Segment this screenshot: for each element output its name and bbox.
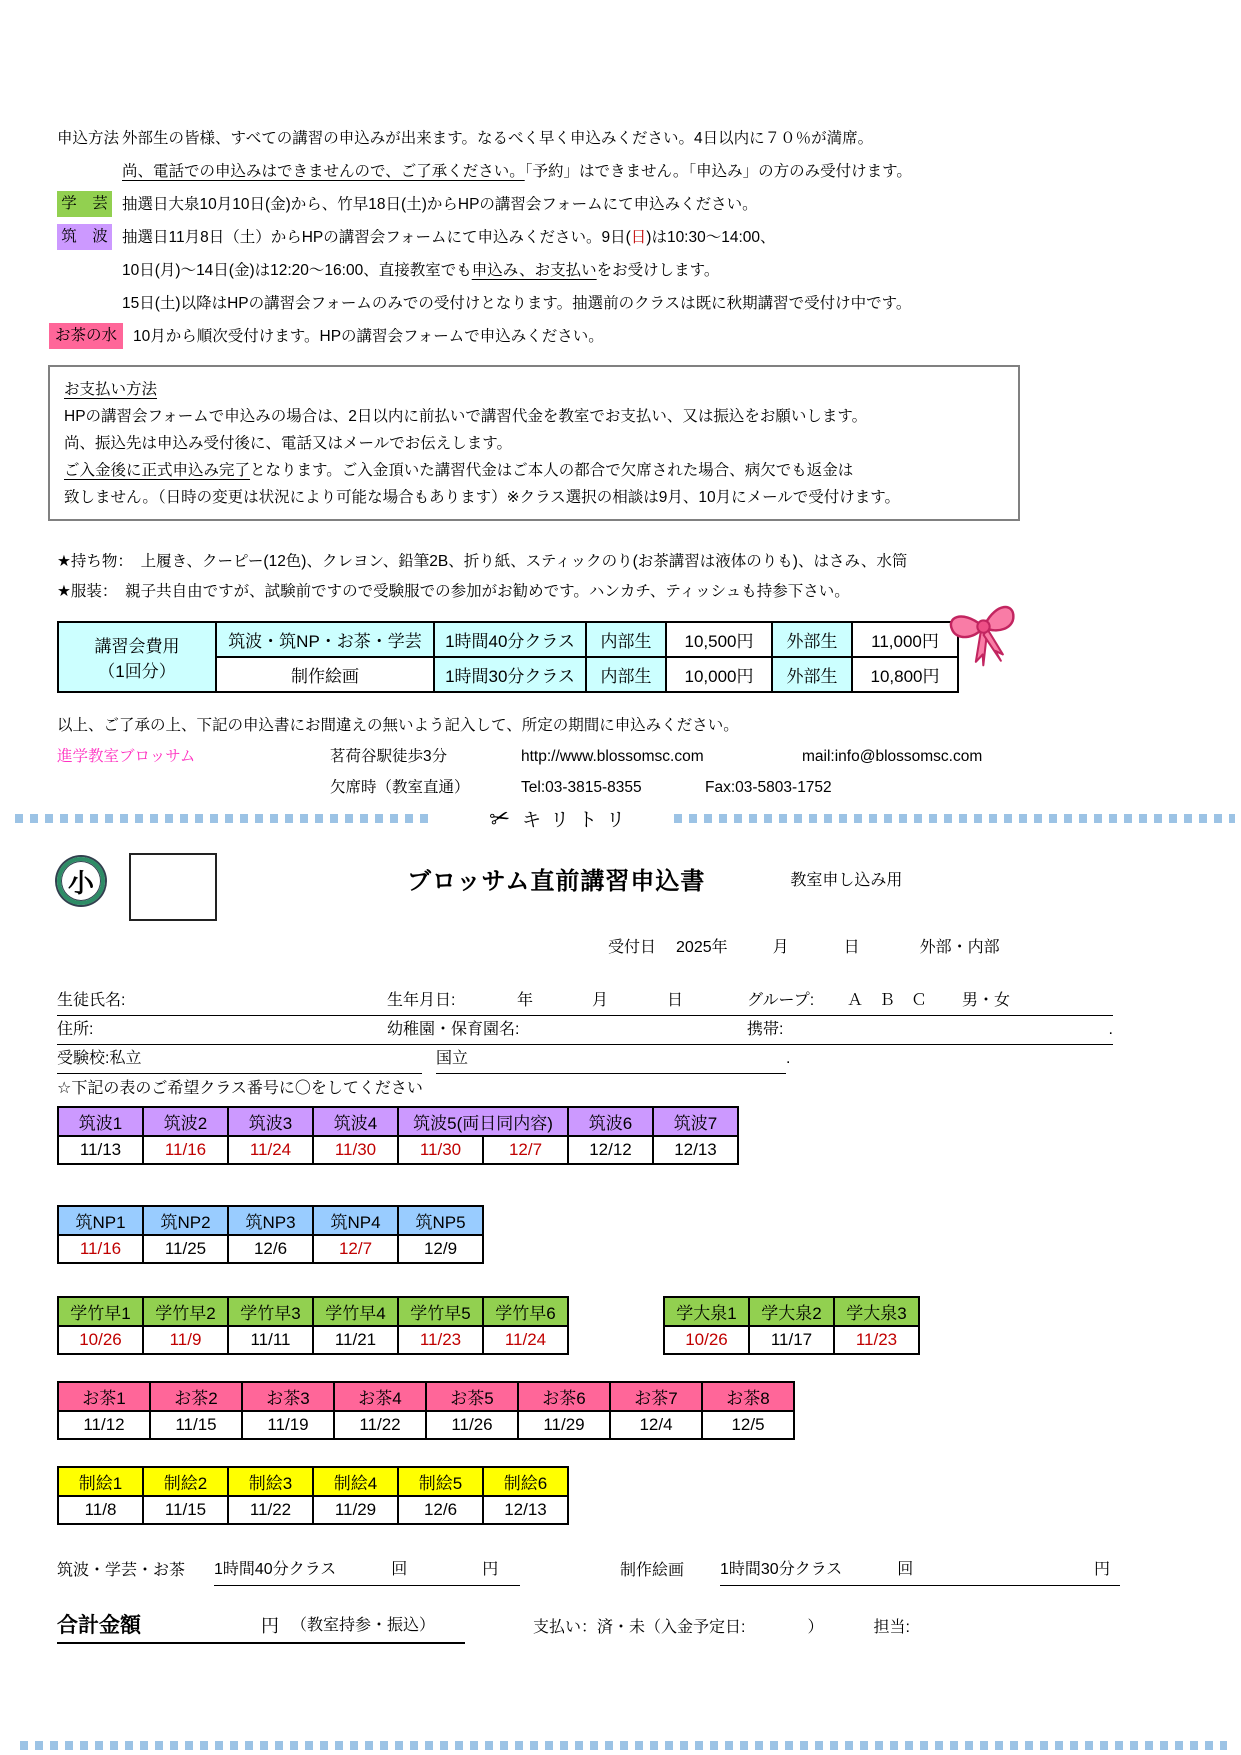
class-date-cell[interactable]: 11/22 <box>228 1496 313 1524</box>
class-date-cell[interactable]: 11/23 <box>398 1326 483 1354</box>
tsukuba-text-post: )は10:30～14:00、 <box>646 229 776 246</box>
class-date-cell[interactable]: 12/4 <box>610 1411 702 1439</box>
student-name-label: 生徒氏名: <box>57 992 126 1009</box>
form-title: ブロッサム直前講習申込書 <box>407 868 706 895</box>
class-header-cell[interactable]: 制絵5 <box>398 1467 483 1496</box>
class-header-cell[interactable]: 学大泉2 <box>749 1297 834 1326</box>
fee-course-cell: 制作絵画 <box>216 657 434 692</box>
class-date-cell[interactable]: 11/29 <box>518 1411 610 1439</box>
class-header-cell[interactable]: お茶8 <box>702 1382 794 1411</box>
school-mail-link[interactable]: mail:info@blossomsc.com <box>802 748 983 765</box>
class-header-cell[interactable]: 制絵2 <box>143 1467 228 1496</box>
tsukuba-row-1 <box>57 221 1221 254</box>
reception-month-label[interactable]: 月 <box>772 939 789 956</box>
class-header-cell[interactable]: 学竹早5 <box>398 1297 483 1326</box>
class-header-cell[interactable]: 筑波6 <box>568 1107 653 1136</box>
birth-year-label: 年 <box>517 992 534 1009</box>
cut-line-label: キリトリ <box>522 809 635 831</box>
fee-external-amount: 11,000円 <box>852 622 958 657</box>
fee-external-amount: 10,800円 <box>852 657 958 692</box>
gakugei-text: 抽選日大泉10月10日(金)から、竹早18日(土)からHPの講習会フォームにて申込みください。 <box>122 196 758 213</box>
grand-total-row <box>57 1610 1221 1644</box>
school-name: 進学教室ブロッサム <box>57 748 196 765</box>
class-header-cell[interactable]: 学竹早1 <box>58 1297 143 1326</box>
fee-time-cell: 1時間40分クラス <box>434 622 586 657</box>
tsukuba-row2-underlined: 申込み、お支払い <box>471 262 597 279</box>
payment-line-2: 尚、振込先は申込み受付後に、電話又はメールでお伝えします。 <box>64 435 512 452</box>
class-date-cell[interactable]: 11/30 <box>398 1136 483 1164</box>
tsukuba-row2-pre: 10日(月)～14日(金)は12:20～16:00、直接教室でも <box>122 262 472 279</box>
gakugei-oizumi-class-table <box>663 1296 920 1355</box>
cut-line <box>15 803 1235 833</box>
fee-internal-amount: 10,500円 <box>666 622 772 657</box>
tsukuba-class-table <box>57 1106 1221 1165</box>
row-end-period: . <box>1108 1021 1113 1038</box>
class-header-cell[interactable]: 学竹早2 <box>143 1297 228 1326</box>
class-date-cell[interactable]: 11/16 <box>143 1136 228 1164</box>
class-date-cell[interactable]: 12/6 <box>398 1496 483 1524</box>
birth-day-label: 日 <box>667 992 684 1009</box>
class-header-cell[interactable]: 筑NP3 <box>228 1206 313 1235</box>
class-date-cell[interactable]: 11/23 <box>834 1326 919 1354</box>
birth-month-label: 月 <box>592 992 609 1009</box>
dress-note: ★服装： 親子共自由ですが、試験前ですので受験服での参加がお勧めです。ハンカチ、ティッシュも持参下さい。 <box>57 583 850 600</box>
payment-line-4: 致しません。（日時の変更は状況により可能な場合もあります）※クラス選択の相談は9月、10月にメールで受付けます。 <box>64 489 901 506</box>
fee-time-cell: 1時間30分クラス <box>434 657 586 692</box>
payment-title: お支払い方法 <box>64 381 158 398</box>
reception-row <box>608 935 1221 961</box>
group-label: グループ: <box>747 992 815 1009</box>
confirm-note: 以上、ご了承の上、下記の申込書にお間違えの無いよう記入して、所定の期間に申込みください。 <box>57 717 739 734</box>
gakugei-tag: 学 芸 <box>57 191 112 217</box>
class-date-cell[interactable]: 12/7 <box>483 1136 568 1164</box>
school-absence-label: 欠席時（教室直通） <box>330 779 470 796</box>
tsukunp-class-table <box>57 1205 1221 1264</box>
class-header-cell[interactable]: 筑波7 <box>653 1107 738 1136</box>
staff-label: 担当: <box>873 1619 910 1636</box>
class-date-cell[interactable]: 12/12 <box>568 1136 653 1164</box>
student-name-row[interactable] <box>57 987 1113 1016</box>
ochanomizu-text: 10月から順次受付けます。HPの講習会フォームで申込みください。 <box>133 328 604 345</box>
class-header-cell[interactable]: 筑NP1 <box>58 1206 143 1235</box>
class-date-cell[interactable]: 12/13 <box>653 1136 738 1164</box>
address-row[interactable] <box>57 1016 1113 1045</box>
class-date-cell[interactable]: 11/9 <box>143 1326 228 1354</box>
apply-line-2 <box>57 155 1221 188</box>
tsukuba-tag: 筑 波 <box>57 224 112 250</box>
class-header-cell[interactable]: 制絵3 <box>228 1467 313 1496</box>
fee-title-cell: 講習会費用 （1回分） <box>58 622 216 692</box>
reception-year: 2025年 <box>676 939 728 956</box>
class-date-cell[interactable]: 11/17 <box>749 1326 834 1354</box>
scissors-icon: ✂ <box>486 802 514 834</box>
fee-internal-amount: 10,000円 <box>666 657 772 692</box>
ochanomizu-tag: お茶の水 <box>49 323 123 349</box>
fee-internal-label: 内部生 <box>586 622 666 657</box>
cut-dashes-right <box>674 814 1235 823</box>
class-header-cell[interactable]: 筑波2 <box>143 1107 228 1136</box>
school-fax: Fax:03-5803-1752 <box>705 779 832 796</box>
fee-row-1 <box>58 622 958 657</box>
class-date-cell[interactable]: 11/8 <box>58 1496 143 1524</box>
gakugei-takehaya-class-table <box>57 1296 569 1355</box>
payment-status-options[interactable]: 支払い：済・未（入金予定日: ） <box>533 1619 824 1636</box>
class-date-cell[interactable]: 11/19 <box>242 1411 334 1439</box>
t40-count-label: 回 <box>391 1561 408 1578</box>
t30-count-label: 回 <box>897 1561 914 1578</box>
exam-private-field[interactable]: 受験校:私立 <box>57 1045 422 1074</box>
payment-delivery-options[interactable]: （教室持参・振込） <box>291 1617 436 1634</box>
class-date-cell[interactable]: 10/26 <box>664 1326 749 1354</box>
class-header-cell[interactable]: お茶2 <box>150 1382 242 1411</box>
payment-line-3: ご入金後に正式申込み完了となります。ご入金頂いた講習代金はご本人の都合で欠席された場合、病欠でも返金は <box>64 462 854 479</box>
class-date-cell[interactable]: 11/15 <box>150 1411 242 1439</box>
apply-line-2-underlined: 尚、電話での申込みはできませんので、ご了承ください。 <box>122 163 525 180</box>
ochanomizu-row <box>54 320 1221 353</box>
school-contact-row-1 <box>57 741 1221 772</box>
grand-total-field[interactable] <box>57 1610 465 1644</box>
t30-course-label: 制作絵画 <box>620 1562 685 1579</box>
birthdate-label: 生年月日: <box>387 992 456 1009</box>
school-tel: Tel:03-3815-8355 <box>521 779 642 796</box>
t40-course-label: 筑波・学芸・お茶 <box>57 1562 186 1579</box>
class-header-cell[interactable]: 筑波1 <box>58 1107 143 1136</box>
grade-entry-box[interactable] <box>129 853 217 921</box>
form-header <box>57 853 1221 925</box>
class-header-cell[interactable]: 学竹早3 <box>228 1297 313 1326</box>
apply-line-1 <box>57 122 1221 155</box>
reception-date-label: 受付日 <box>608 939 657 956</box>
class-date-cell[interactable]: 12/5 <box>702 1411 794 1439</box>
class-header-cell[interactable]: 筑NP5 <box>398 1206 483 1235</box>
gender-options[interactable]: 男・女 <box>962 992 1011 1009</box>
tsukuba-text-pre: 抽選日11月8日（土）からHPの講習会フォームにて申込みください。9日( <box>122 229 631 246</box>
cut-dashes-left <box>15 814 435 823</box>
class-header-cell[interactable]: お茶4 <box>334 1382 426 1411</box>
class-date-cell[interactable]: 11/26 <box>426 1411 518 1439</box>
class-date-cell[interactable]: 11/30 <box>313 1136 398 1164</box>
class-header-cell[interactable]: 筑NP2 <box>143 1206 228 1235</box>
tsukuba-row-3: 15日(土)以降はHPの講習会フォームのみでの受付けとなります。抽選前のクラスは既に秋期講習で受付け中です。 <box>122 295 912 312</box>
class-selection-instruction: ☆下記の表のご希望クラス番号に〇をしてください <box>57 1080 423 1097</box>
address-label: 住所: <box>57 1021 94 1038</box>
t30-yen-label: 円 <box>1093 1561 1110 1578</box>
class-date-cell[interactable]: 11/24 <box>228 1136 313 1164</box>
tsukuba-row-2 <box>57 254 1221 287</box>
kindergarten-label: 幼稚園・保育園名: <box>387 1021 520 1038</box>
seisaku-class-table <box>57 1466 1221 1525</box>
gakugei-row <box>57 188 1221 221</box>
count-fee-row <box>57 1555 1221 1586</box>
class-header-cell[interactable]: 学大泉3 <box>834 1297 919 1326</box>
belongings-note: ★持ち物： 上履き、クーピー(12色)、クレヨン、鉛筆2B、折り紙、スティックのり(お茶講習は液体のりも)、はさみ、水筒 <box>57 553 908 570</box>
tsukuba-sunday-red: 日 <box>630 229 647 246</box>
t40-fill-field[interactable]: 1時間40分クラス 回 円 <box>214 1555 520 1586</box>
application-method-section <box>54 122 1221 353</box>
tsukuba-row2-post: をお受けします。 <box>596 262 720 279</box>
class-date-cell[interactable]: 12/6 <box>228 1235 313 1263</box>
apply-line-2-rest: 「予約」はできません。「申込み」の方のみ受付けます。 <box>524 163 912 180</box>
class-header-cell[interactable]: 筑NP4 <box>313 1206 398 1235</box>
phone-label: 携帯: <box>747 1021 784 1038</box>
class-header-cell[interactable]: 学竹早4 <box>313 1297 398 1326</box>
fee-table <box>57 621 959 693</box>
class-date-cell[interactable]: 11/16 <box>58 1235 143 1263</box>
class-header-cell[interactable]: 筑波3 <box>228 1107 313 1136</box>
class-header-cell[interactable]: お茶5 <box>426 1382 518 1411</box>
class-header-cell[interactable]: 筑波5(両日同内容) <box>398 1107 568 1136</box>
row-end-period: . <box>786 1050 791 1067</box>
group-options[interactable]: Ａ Ｂ Ｃ <box>847 992 928 1009</box>
class-date-cell[interactable]: 11/24 <box>483 1326 568 1354</box>
school-contact-row-2 <box>57 772 1221 803</box>
class-header-cell[interactable]: 筑波4 <box>313 1107 398 1136</box>
class-header-cell[interactable]: お茶3 <box>242 1382 334 1411</box>
class-header-cell[interactable]: お茶7 <box>610 1382 702 1411</box>
membership-options[interactable]: 外部・内部 <box>919 939 1000 956</box>
ribbon-icon <box>935 584 1033 674</box>
payment-line-1: HPの講習会フォームで申込みの場合は、2日以内に前払いで講習代金を教室でお支払い、又は振込をお願いします。 <box>64 408 868 425</box>
class-date-cell[interactable]: 12/9 <box>398 1235 483 1263</box>
grade-badge: 小 <box>57 857 105 905</box>
class-date-cell[interactable]: 11/15 <box>143 1496 228 1524</box>
class-date-cell[interactable]: 10/26 <box>58 1326 143 1354</box>
school-url-link[interactable]: http://www.blossomsc.com <box>521 748 704 765</box>
reception-day-label[interactable]: 日 <box>843 939 860 956</box>
class-date-cell[interactable]: 11/21 <box>313 1326 398 1354</box>
fee-course-cell: 筑波・筑NP・お茶・学芸 <box>216 622 434 657</box>
class-date-cell[interactable]: 11/13 <box>58 1136 143 1164</box>
payment-method-box <box>48 365 1020 521</box>
class-date-cell[interactable]: 11/25 <box>143 1235 228 1263</box>
fee-external-label: 外部生 <box>772 657 852 692</box>
class-header-cell[interactable]: お茶1 <box>58 1382 150 1411</box>
grand-total-label: 合計金額 <box>57 1614 141 1637</box>
class-header-cell[interactable]: 制絵6 <box>483 1467 568 1496</box>
apply-line-1-text: 外部生の皆様、すべての講習の申込みが出来ます。なるべく早く申込みください。4日以内に７０％が満席。 <box>122 130 874 147</box>
exam-school-row <box>57 1045 1113 1074</box>
class-header-cell[interactable]: 制絵1 <box>58 1467 143 1496</box>
t40-yen-label: 円 <box>482 1561 499 1578</box>
bottom-cut-dashes <box>20 1741 1227 1750</box>
class-date-cell[interactable]: 11/29 <box>313 1496 398 1524</box>
form-subtitle: 教室申し込み用 <box>790 872 903 889</box>
fee-external-label: 外部生 <box>772 622 852 657</box>
class-date-cell[interactable]: 11/11 <box>228 1326 313 1354</box>
t30-fill-field[interactable]: 1時間30分クラス 回 円 <box>720 1555 1120 1586</box>
fee-internal-label: 内部生 <box>586 657 666 692</box>
class-header-cell[interactable]: 制絵4 <box>313 1467 398 1496</box>
class-date-cell[interactable]: 11/12 <box>58 1411 150 1439</box>
class-header-cell[interactable]: 学竹早6 <box>483 1297 568 1326</box>
apply-method-heading: 申込方法 <box>57 130 120 147</box>
class-date-cell[interactable]: 12/7 <box>313 1235 398 1263</box>
class-header-cell[interactable]: お茶6 <box>518 1382 610 1411</box>
class-date-cell[interactable]: 12/13 <box>483 1496 568 1524</box>
grand-total-yen: 円 <box>261 1616 279 1636</box>
class-date-cell[interactable]: 11/22 <box>334 1411 426 1439</box>
class-header-cell[interactable]: 学大泉1 <box>664 1297 749 1326</box>
school-access: 茗荷谷駅徒歩3分 <box>330 748 448 765</box>
ocha-class-table <box>57 1381 1221 1440</box>
exam-national-field[interactable]: 国立 <box>436 1045 786 1074</box>
